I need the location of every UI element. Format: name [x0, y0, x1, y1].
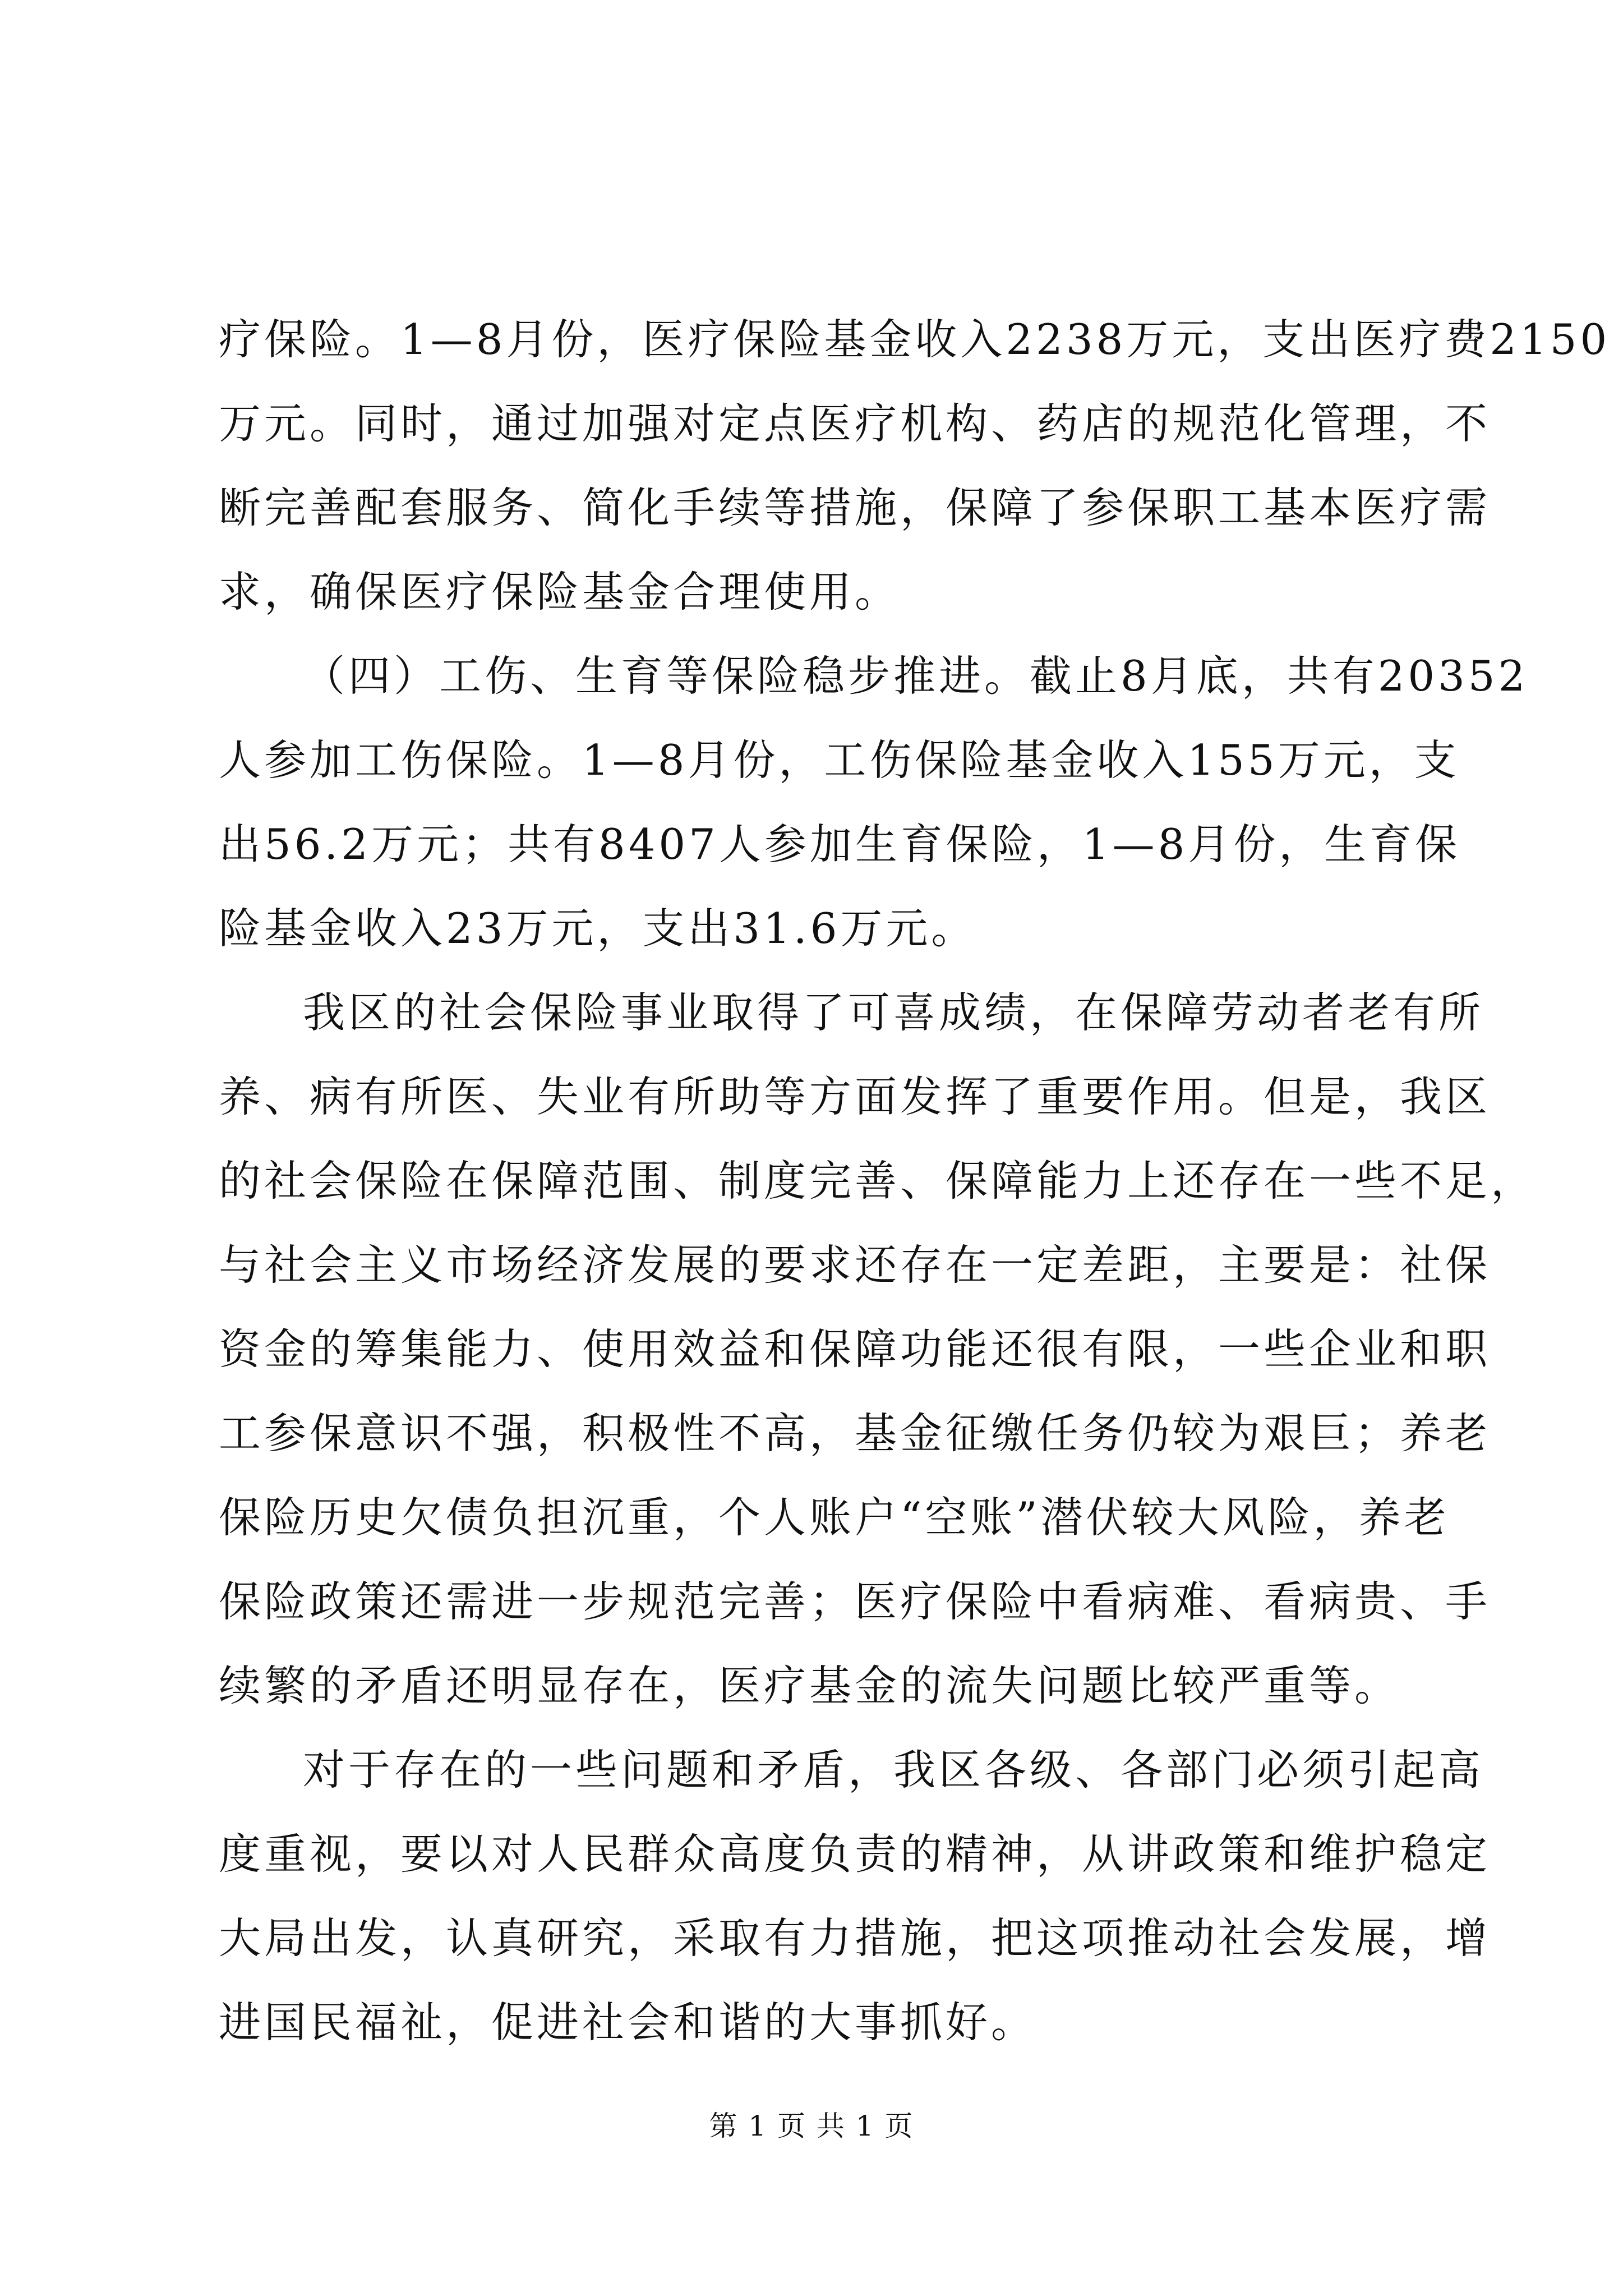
paragraph-line: 对于存在的一些问题和矛盾，我区各级、各部门必须引起高 — [303, 1745, 1484, 1795]
paragraph-line: 断完善配套服务、简化手续等措施，保障了参保职工基本医疗需 — [219, 483, 1491, 532]
paragraph-line: （四）工伤、生育等保险稳步推进。截止8月底，共有20352 — [303, 651, 1529, 701]
paragraph-line: 保险历史欠债负担沉重，个人账户“空账”潜伏较大风险，养老 — [219, 1493, 1450, 1542]
paragraph-line: 保险政策还需进一步规范完善；医疗保险中看病难、看病贵、手 — [219, 1577, 1491, 1626]
paragraph-line: 进国民福祉，促进社会和谐的大事抓好。 — [219, 1998, 1037, 2047]
paragraph-line: 度重视，要以对人民群众高度负责的精神，从讲政策和维护稳定 — [219, 1829, 1491, 1879]
paragraph-line: 万元。同时，通过加强对定点医疗机构、药店的规范化管理，不 — [219, 399, 1491, 448]
paragraph-line: 的社会保险在保障范围、制度完善、保障能力上还存在一些不足， — [219, 1156, 1537, 1205]
paragraph-line: 出56.2万元；共有8407人参加生育保险，1—8月份，生育保 — [219, 820, 1461, 869]
paragraph-line: 工参保意识不强，积极性不高，基金征缴任务仍较为艰巨；养老 — [219, 1409, 1491, 1458]
paragraph-line: 求，确保医疗保险基金合理使用。 — [219, 567, 901, 616]
paragraph-line: 疗保险。1—8月份，医疗保险基金收入2238万元，支出医疗费2150 — [219, 315, 1611, 364]
paragraph-line: 大局出发，认真研究，采取有力措施，把这项推动社会发展，增 — [219, 1913, 1491, 1963]
paragraph-line: 我区的社会保险事业取得了可喜成绩，在保障劳动者老有所 — [303, 988, 1484, 1037]
paragraph-line: 与社会主义市场经济发展的要求还存在一定差距，主要是：社保 — [219, 1240, 1491, 1290]
paragraph-line: 人参加工伤保险。1—8月份，工伤保险基金收入155万元，支 — [219, 735, 1460, 785]
paragraph-line: 险基金收入23万元，支出31.6万元。 — [219, 904, 977, 953]
page-number-footer: 第 1 页 共 1 页 — [709, 2110, 914, 2142]
paragraph-line: 资金的筹集能力、使用效益和保障功能还很有限，一些企业和职 — [219, 1324, 1491, 1374]
paragraph-line: 续繁的矛盾还明显存在，医疗基金的流失问题比较严重等。 — [219, 1661, 1400, 1710]
paragraph-line: 养、病有所医、失业有所助等方面发挥了重要作用。但是，我区 — [219, 1072, 1491, 1121]
